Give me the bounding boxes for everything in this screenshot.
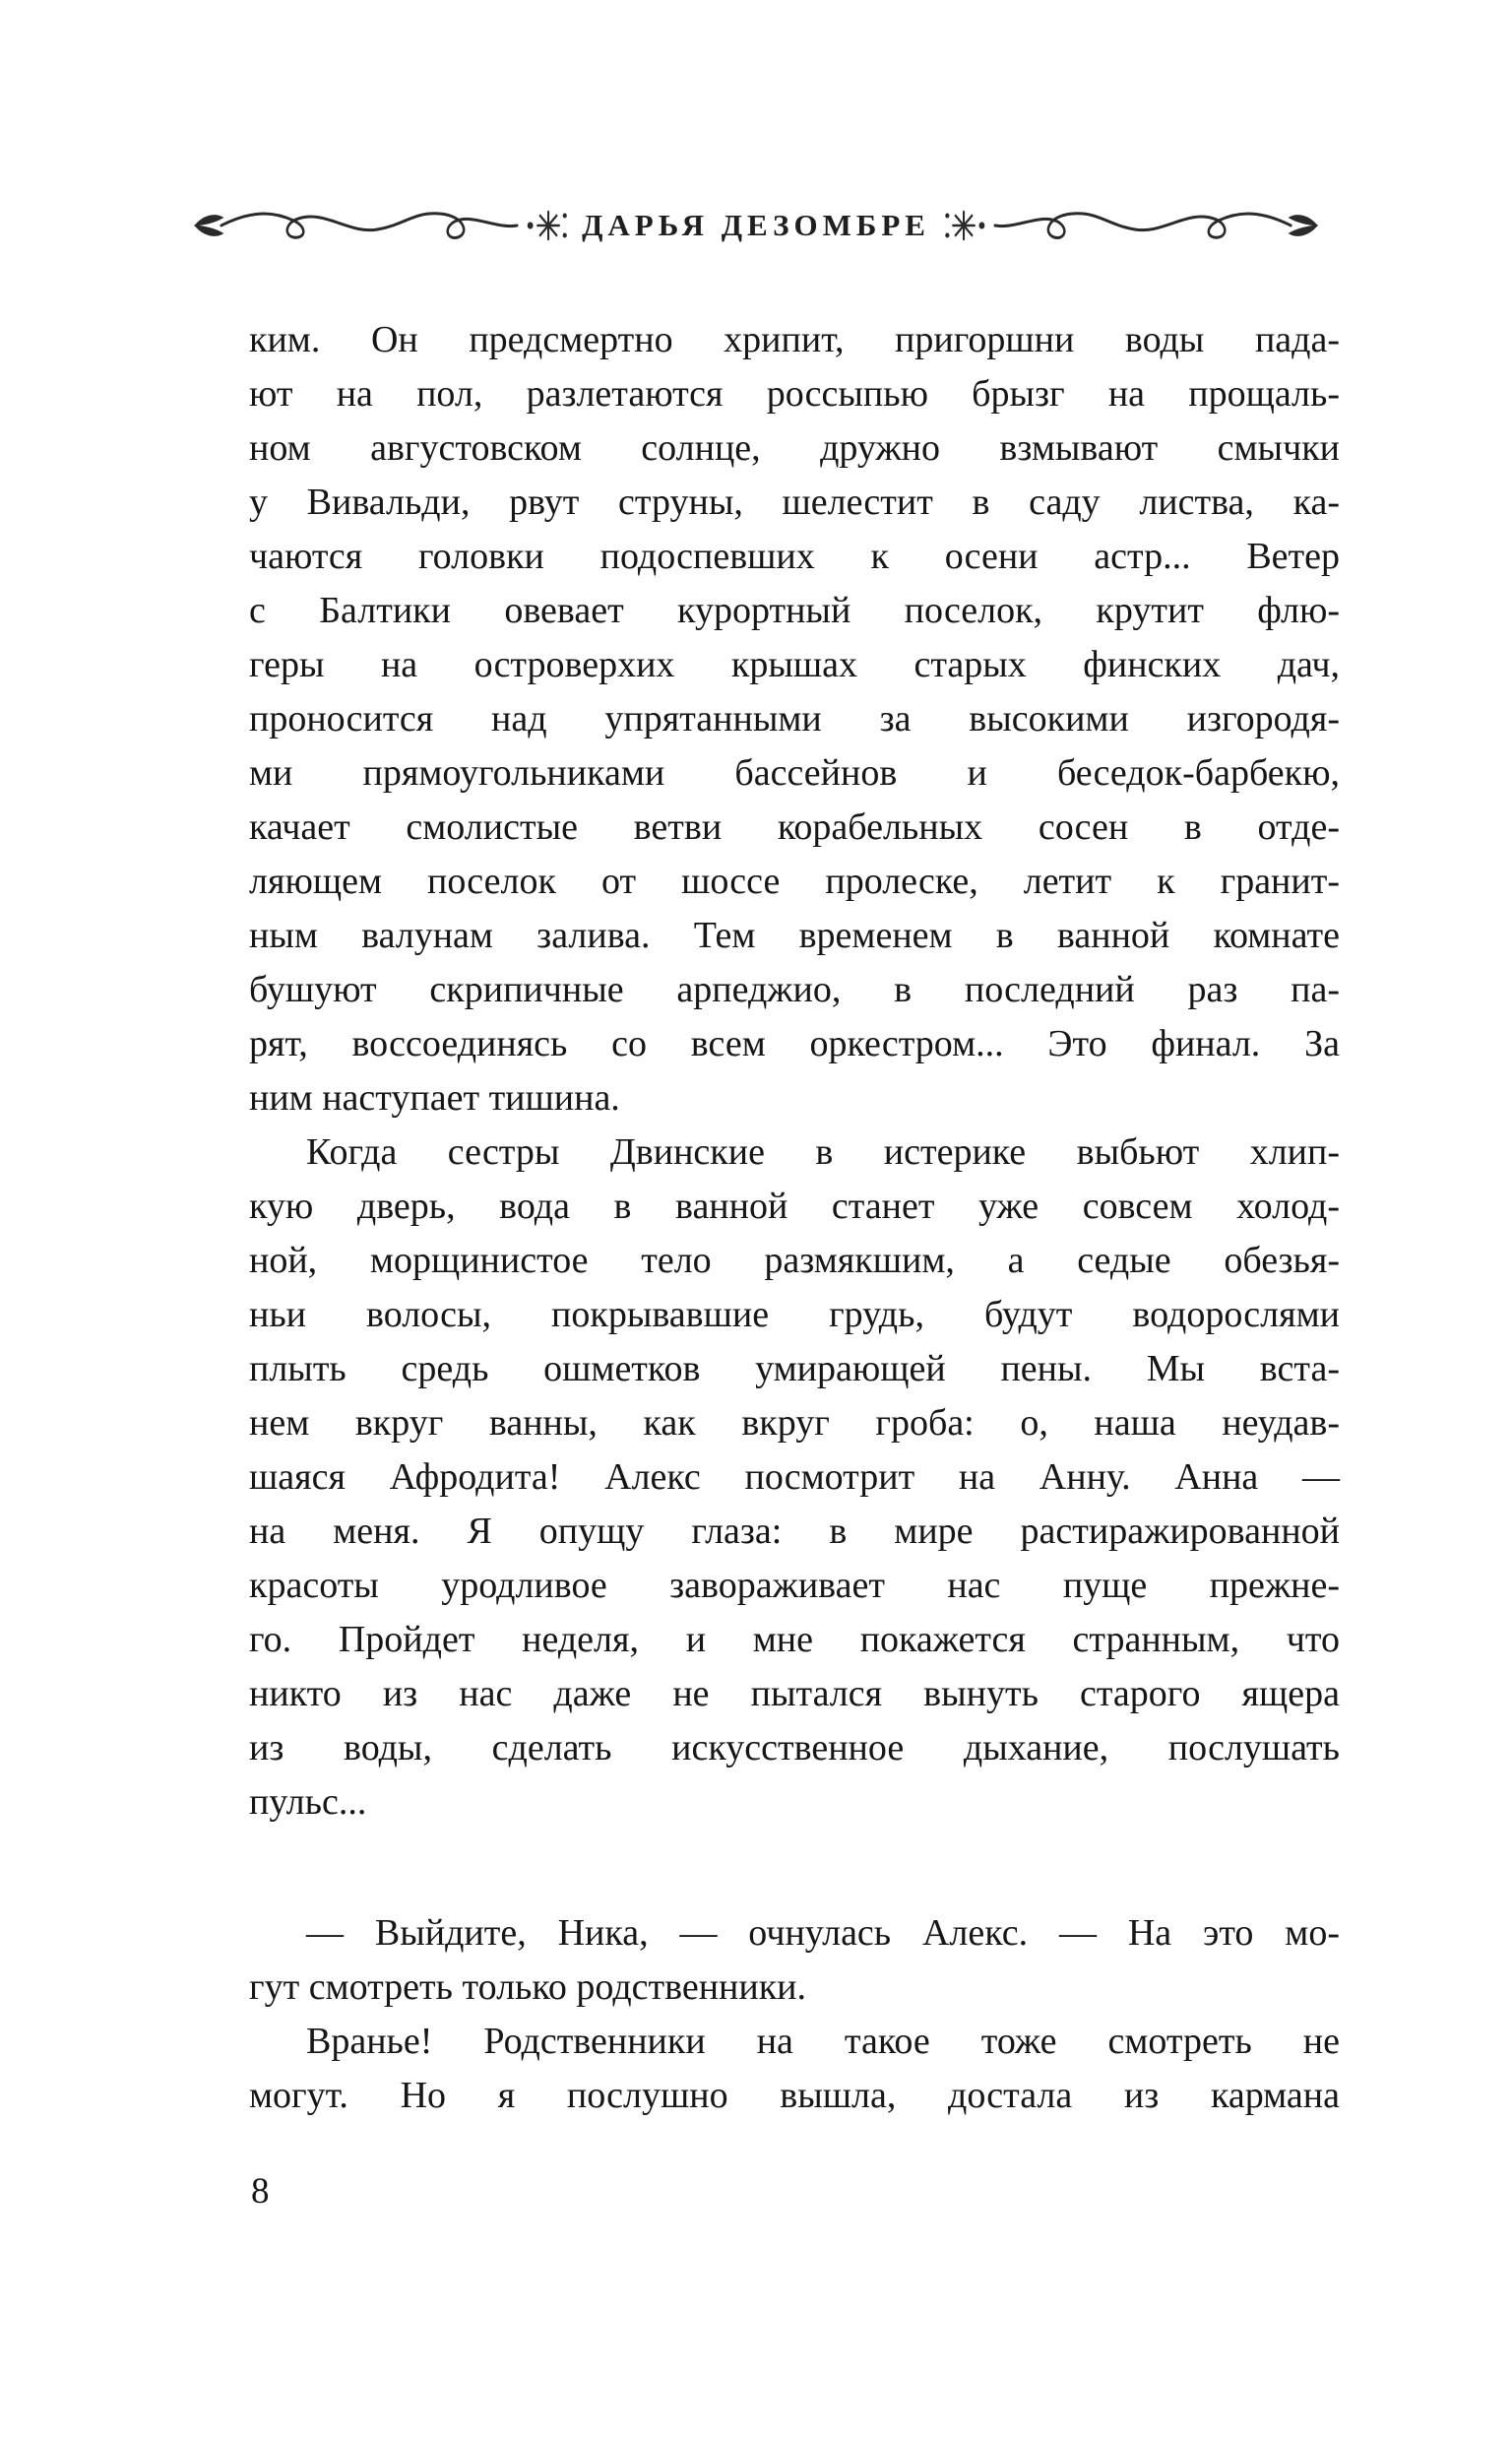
text-line: могут. Но я послушно вышла, достала из кармана <box>249 2075 1340 2116</box>
text-line: плыть средь ошметков умирающей пены. Мы вста- <box>249 1348 1340 1389</box>
text-line: шаяся Афродита! Алекс посмотрит на Анну. Анна — <box>249 1456 1340 1498</box>
text-line: красоты уродливое завораживает нас пуще прежне- <box>249 1565 1340 1606</box>
page-number: 8 <box>251 2171 270 2212</box>
text-line: — Выйдите, Ника, — очнулась Алекс. — На это мо- <box>306 1912 1340 1954</box>
text-line: бушуют скрипичные арпеджио, в последний раз па- <box>249 969 1340 1010</box>
paragraph <box>249 1125 1340 1830</box>
text-line: ми прямоугольниками бассейнов и беседок-барбекю, <box>249 752 1340 794</box>
text-line: с Балтики овевает курортный поселок, крутит флю- <box>249 590 1340 631</box>
page-header <box>190 203 1322 248</box>
text-line: пульс... <box>249 1781 367 1823</box>
paragraph <box>249 2015 1340 2123</box>
body-text <box>249 313 1340 2123</box>
text-line: нем вкруг ванны, как вкруг гроба: о, наша неудав- <box>249 1402 1340 1444</box>
text-line: чаются головки подоспевших к осени астр... Ветер <box>249 536 1340 577</box>
text-line: ют на пол, разлетаются россыпью брызг на прощаль- <box>249 373 1340 415</box>
paragraph <box>249 1906 1340 2015</box>
text-line: ном августовском солнце, дружно взмывают смычки <box>249 427 1340 469</box>
text-line: кую дверь, вода в ванной станет уже совсем холод- <box>249 1186 1340 1227</box>
author-name: ДАРЬЯ ДЕЗОМБРЕ <box>582 208 930 242</box>
paragraph <box>249 313 1340 1125</box>
flourish-left-icon <box>190 203 568 248</box>
flourish-right-icon <box>944 203 1322 248</box>
text-line: рят, воссоединясь со всем оркестром... Это финал. За <box>249 1023 1340 1064</box>
text-line: го. Пройдет неделя, и мне покажется странным, что <box>249 1619 1340 1660</box>
text-line: никто из нас даже не пытался вынуть старого ящера <box>249 1673 1340 1714</box>
text-line: проносится над упрятанными за высокими изгородя- <box>249 698 1340 739</box>
text-line: ньи волосы, покрывавшие грудь, будут водорослями <box>249 1294 1340 1335</box>
text-line: Когда сестры Двинские в истерике выбьют хлип- <box>306 1131 1340 1173</box>
text-line: у Вивальди, рвут струны, шелестит в саду листва, ка- <box>249 482 1340 523</box>
text-line: из воды, сделать искусственное дыхание, послушать <box>249 1727 1340 1768</box>
text-line: ным валунам залива. Тем временем в ванной комнате <box>249 915 1340 956</box>
text-line: качает смолистые ветви корабельных сосен в отде- <box>249 806 1340 848</box>
text-line: ким. Он предсмертно хрипит, пригоршни воды пада- <box>249 319 1340 360</box>
text-line: ной, морщинистое тело размякшим, а седые обезья- <box>249 1240 1340 1281</box>
text-line: ляющем поселок от шоссе пролеске, летит к гранит- <box>249 861 1340 902</box>
text-line: Вранье! Родственники на такое тоже смотреть не <box>306 2021 1340 2062</box>
text-line: ним наступает тишина. <box>249 1077 620 1119</box>
text-line: на меня. Я опущу глаза: в мире растиражированной <box>249 1511 1340 1552</box>
text-line: геры на островерхих крышах старых финских дач, <box>249 644 1340 685</box>
text-line: гут смотреть только родственники. <box>249 1966 807 2008</box>
